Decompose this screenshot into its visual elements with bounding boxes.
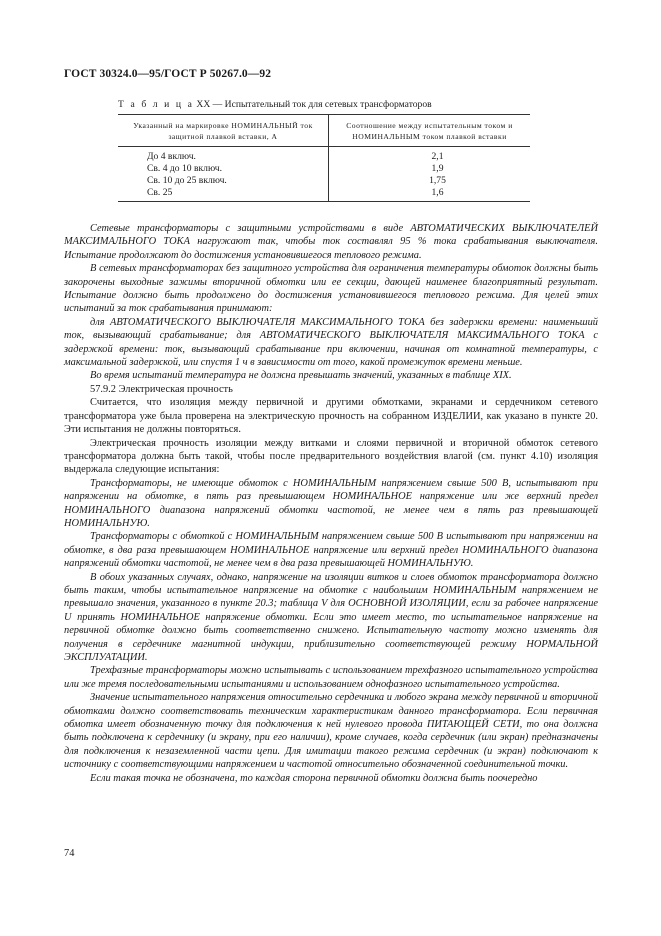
section-heading: 57.9.2 Электрическая прочность [90,383,233,395]
table-header-ratio: Соотношение между испытательным током и НОМИНАЛЬНЫМ током плавкой вставки [329,115,531,147]
table-header-rated-current: Указанный на маркировке НОМИНАЛЬНЫЙ ток защитной плавкой вставки, А [118,115,329,147]
table-cell-current: Св. 4 до 10 включ. [118,163,329,175]
paragraph: Если такая точка не обозначена, то каждая сторона первичной обмотки должна быть поочередно [90,772,538,784]
table-row [118,187,530,202]
page-number: 74 [64,848,75,859]
page-header: ГОСТ 30324.0—95/ГОСТ Р 50267.0—92 [64,68,272,80]
table-caption-text: XX — Испытательный ток для сетевых трансформаторов [196,99,432,110]
paragraph: для АВТОМАТИЧЕСКОГО ВЫКЛЮЧАТЕЛЯ МАКСИМАЛЬНОГО ТОКА без задержки времени: наименьший ток, вызывающий срабатывание; для АВТОМАТИЧЕСКОГО ВЫКЛЮЧАТЕЛЯ МАКСИМАЛЬНОГО ТОКА с задержкой времени: ток, вызывающий срабатывание при включении, начиная от комнатной температуры, с максимальной задержкой, или спустя 1 ч в зависимости от того, какой промежуток времени меньше. [64,316,598,369]
paragraph: Считается, что изоляция между первичной и другими обмотками, экранами и сердечником сетевого трансформатора уже была проверена на электрическую прочность на собранном ИЗДЕЛИИ, как указано в пункте 20. Эти испытания не должны повторяться. [64,397,598,436]
table-row [118,175,530,187]
table-cell-ratio: 1,9 [431,163,444,174]
paragraph: Во время испытаний температура не должна превышать значений, указанных в таблице XIX. [90,370,512,382]
paragraph: В сетевых трансформаторах без защитного устройства для ограничения температуры обмоток должны быть закорочены выходные зажимы вторичной обмотки или ее секции, дающей наименее благоприятный результат. Испытание должно быть продолжено до достижения установившегося теплового режима. Для целей этих испытаний за ток срабатывания принимают: [64,263,598,315]
table-row [118,147,530,164]
table-caption-prefix: Т а б л и ц а [118,99,195,110]
table-cell-ratio: 1,75 [429,175,446,186]
table-cell-current: До 4 включ. [118,147,329,164]
paragraph: В обоих указанных случаях, однако, напряжение на изоляции витков и слоев обмоток трансформатора должно быть таким, чтобы испытательное напряжение на обмотке с наибольшим НОМИНАЛЬНЫМ напряжением не превышало значения, указанного в пункте 20.3; таблица V для ОСНОВНОЙ ИЗОЛЯЦИИ, если за рабочее напряжение U принять НОМИНАЛЬНОЕ напряжение обмотки. Если это имеет место, то испытательное напряжение на первичной обмотке должно быть соответственно снижено. Испытательную частоту можно изменять для получения в сердечнике магнитной индукции, приблизительно соответствующей режиму НОРМАЛЬНОЙ ЭКСПЛУАТАЦИИ. [64,571,598,663]
table-caption [118,99,432,110]
test-current-table [118,114,530,202]
table-cell-current: Св. 10 до 25 включ. [118,175,329,187]
paragraph: Трехфазные трансформаторы можно испытывать с использованием трехфазного испытательного устройства или же тремя последовательными испытаниями и использованием однофазного испытательного устройства. [64,665,598,690]
table-cell-current: Св. 25 [118,187,329,202]
paragraph: Трансформаторы, не имеющие обмоток с НОМИНАЛЬНЫМ напряжением свыше 500 В, испытывают при напряжении на обмотке, в пять раз превышающем НОМИНАЛЬНОЕ напряжение или же верхний предел НОМИНАЛЬНОГО диапазона напряжений обмотки частотой, не менее чем в пять раз превышающей НОМИНАЛЬНУЮ. [64,477,598,529]
table-cell-ratio: 2,1 [431,151,444,162]
table-cell-ratio: 1,6 [329,187,531,202]
paragraph: Сетевые трансформаторы с защитными устройствами в виде АВТОМАТИЧЕСКИХ ВЫКЛЮЧАТЕЛЕЙ МАКСИМАЛЬНОГО ТОКА нагружают так, чтобы ток составлял 95 % тока срабатывания выключателя. Испытание продолжают до достижения установившегося теплового режима. [64,223,598,261]
body-text [64,222,598,785]
paragraph: Электрическая прочность изоляции между витками и слоями первичной и вторичной обмоток сетевого трансформатора должна быть такой, чтобы после предварительного воздействия влагой (см. пункт 4.10) изоляция выдержала следующие испытания: [64,437,598,476]
table-row [118,163,530,175]
paragraph: Значение испытательного напряжения относительно сердечника и любого экрана между первичной и вторичной обмотками должно соответствовать техническим характеристикам данного трансформатора. Если первичная обмотка имеет обозначенную точку для подключения к ней нулевого провода ПИТАЮЩЕЙ СЕТИ, то она должна быть подключена к сердечнику (и экрану, при его наличии), кроме случаев, когда сердечник (или экран) предназначены для подключения к незаземленной части цепи. Для имитации такого режима сердечник (и экран) подключают к источнику с соответствующими напряжением и частотой относительно обозначенной соединительной точки. [64,692,598,771]
paragraph: Трансформаторы с обмоткой с НОМИНАЛЬНЫМ напряжением свыше 500 В испытывают при напряжении на обмотке, в два раза превышающем НОМИНАЛЬНОЕ напряжение или верхний предел НОМИНАЛЬНОГО диапазона напряжений обмотки частотой, не менее чем в два раза превышающей НОМИНАЛЬНУЮ. [64,531,598,570]
